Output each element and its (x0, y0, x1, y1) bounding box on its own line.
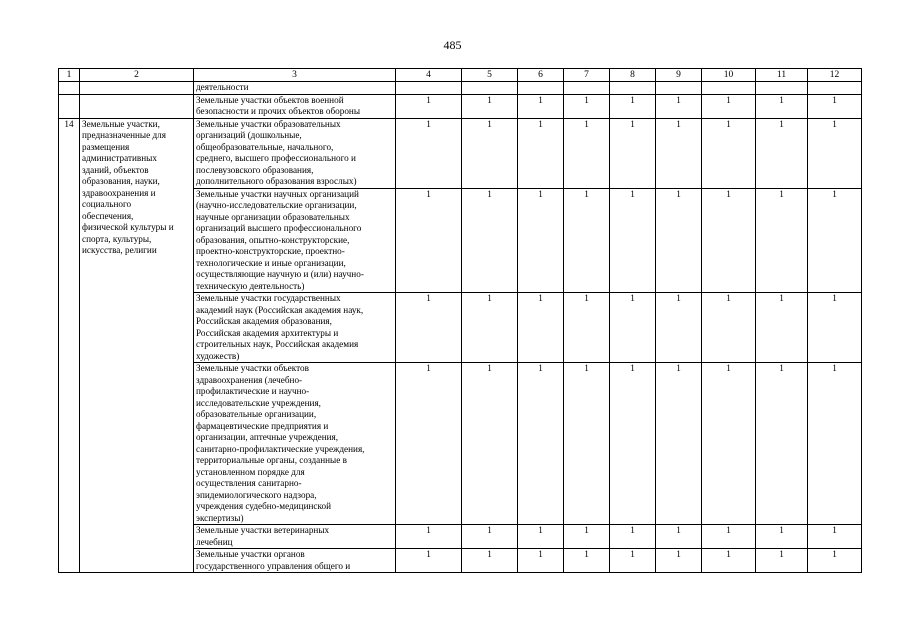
value-cell (564, 82, 610, 95)
value-cell: 1 (656, 549, 702, 573)
value-cell: 1 (564, 549, 610, 573)
value-cell: 1 (756, 363, 808, 525)
value-cell: 1 (564, 188, 610, 293)
value-cell: 1 (396, 188, 462, 293)
value-cell: 1 (656, 293, 702, 363)
value-cell: 1 (462, 549, 518, 573)
value-cell: 1 (808, 94, 862, 118)
column-header: 9 (656, 69, 702, 82)
value-cell: 1 (808, 549, 862, 573)
description-cell: деятельности (194, 82, 396, 95)
column-header: 7 (564, 69, 610, 82)
value-cell: 1 (564, 525, 610, 549)
value-cell: 1 (396, 525, 462, 549)
value-cell: 1 (462, 363, 518, 525)
column-header: 8 (610, 69, 656, 82)
value-cell: 1 (808, 293, 862, 363)
value-cell: 1 (756, 94, 808, 118)
value-cell: 1 (756, 525, 808, 549)
row-number: 14 (59, 118, 80, 573)
column-header: 10 (702, 69, 756, 82)
category-cell: Земельные участки, предназначенные для размещения административных зданий, объектов образования, науки, здравоохранения и социального обеспечения, физической культуры и спорта, культуры, искусства, религии (80, 118, 194, 573)
column-header: 4 (396, 69, 462, 82)
data-table (58, 68, 862, 573)
value-cell (610, 82, 656, 95)
value-cell: 1 (610, 293, 656, 363)
column-header: 12 (808, 69, 862, 82)
description-cell: Земельные участки государственных академий наук (Российская академия наук, Российская академия образования, Российская академия архитектуры и строительных наук, Российская академия художеств) (194, 293, 396, 363)
value-cell: 1 (462, 118, 518, 188)
table-row (59, 82, 862, 95)
value-cell: 1 (656, 525, 702, 549)
category-cell (80, 82, 194, 95)
value-cell: 1 (396, 94, 462, 118)
value-cell: 1 (656, 188, 702, 293)
value-cell: 1 (756, 118, 808, 188)
value-cell: 1 (610, 118, 656, 188)
value-cell: 1 (656, 94, 702, 118)
row-number (59, 94, 80, 118)
value-cell: 1 (808, 188, 862, 293)
value-cell: 1 (702, 94, 756, 118)
value-cell: 1 (518, 94, 564, 118)
table-row (59, 94, 862, 118)
description-cell: Земельные участки ветеринарных лечебниц (194, 525, 396, 549)
value-cell: 1 (462, 293, 518, 363)
value-cell: 1 (702, 188, 756, 293)
value-cell: 1 (462, 188, 518, 293)
value-cell: 1 (396, 118, 462, 188)
column-header: 2 (80, 69, 194, 82)
value-cell (396, 82, 462, 95)
value-cell (702, 82, 756, 95)
page-number: 485 (443, 38, 462, 52)
value-cell: 1 (396, 363, 462, 525)
value-cell: 1 (808, 118, 862, 188)
value-cell: 1 (808, 525, 862, 549)
value-cell: 1 (702, 118, 756, 188)
header-row (59, 69, 862, 82)
value-cell: 1 (518, 188, 564, 293)
value-cell: 1 (518, 549, 564, 573)
value-cell: 1 (610, 363, 656, 525)
value-cell: 1 (702, 525, 756, 549)
row-number (59, 82, 80, 95)
value-cell: 1 (564, 94, 610, 118)
value-cell: 1 (518, 363, 564, 525)
value-cell: 1 (756, 549, 808, 573)
value-cell: 1 (756, 293, 808, 363)
column-header: 5 (462, 69, 518, 82)
category-cell (80, 94, 194, 118)
value-cell: 1 (396, 293, 462, 363)
value-cell: 1 (702, 363, 756, 525)
value-cell: 1 (756, 188, 808, 293)
value-cell (656, 82, 702, 95)
column-header: 3 (194, 69, 396, 82)
value-cell: 1 (396, 549, 462, 573)
column-header: 1 (59, 69, 80, 82)
value-cell (518, 82, 564, 95)
value-cell: 1 (610, 94, 656, 118)
description-cell: Земельные участки объектов военной безопасности и прочих объектов обороны (194, 94, 396, 118)
value-cell (756, 82, 808, 95)
value-cell: 1 (702, 549, 756, 573)
description-cell: Земельные участки образовательных организаций (дошкольные, общеобразовательные, начального, среднего, высшего профессионального и послевузовского образования, дополнительного образования взрослых) (194, 118, 396, 188)
value-cell: 1 (610, 188, 656, 293)
column-header: 6 (518, 69, 564, 82)
value-cell: 1 (518, 525, 564, 549)
description-cell: Земельные участки объектов здравоохранения (лечебно- профилактические и научно- исследовательские учреждения, образовательные организации, фармацевтические предприятия и организации, аптечные учреждения, санитарно-профилактические учреждения, территориальные органы, созданные в установленном порядке для осуществления санитарно- эпидемиологического надзора, учреждения судебно-медицинской экспертизы) (194, 363, 396, 525)
value-cell (462, 82, 518, 95)
column-header: 11 (756, 69, 808, 82)
value-cell: 1 (564, 118, 610, 188)
value-cell: 1 (564, 363, 610, 525)
value-cell: 1 (564, 293, 610, 363)
value-cell: 1 (808, 363, 862, 525)
value-cell: 1 (462, 525, 518, 549)
value-cell: 1 (462, 94, 518, 118)
value-cell: 1 (518, 118, 564, 188)
value-cell: 1 (518, 293, 564, 363)
value-cell: 1 (610, 549, 656, 573)
value-cell: 1 (610, 525, 656, 549)
table-row (59, 118, 862, 188)
description-cell: Земельные участки научных организаций (научно-исследовательские организации, научные организации образовательных организаций высшего профессионального образования, опытно-конструкторские, проектно-конструкторские, проектно- технологические и иные организации, осуществляющие научную и (или) научно- техническую деятельность) (194, 188, 396, 293)
value-cell: 1 (702, 293, 756, 363)
description-cell: Земельные участки органов государственного управления общего и (194, 549, 396, 573)
value-cell: 1 (656, 363, 702, 525)
value-cell: 1 (656, 118, 702, 188)
value-cell (808, 82, 862, 95)
